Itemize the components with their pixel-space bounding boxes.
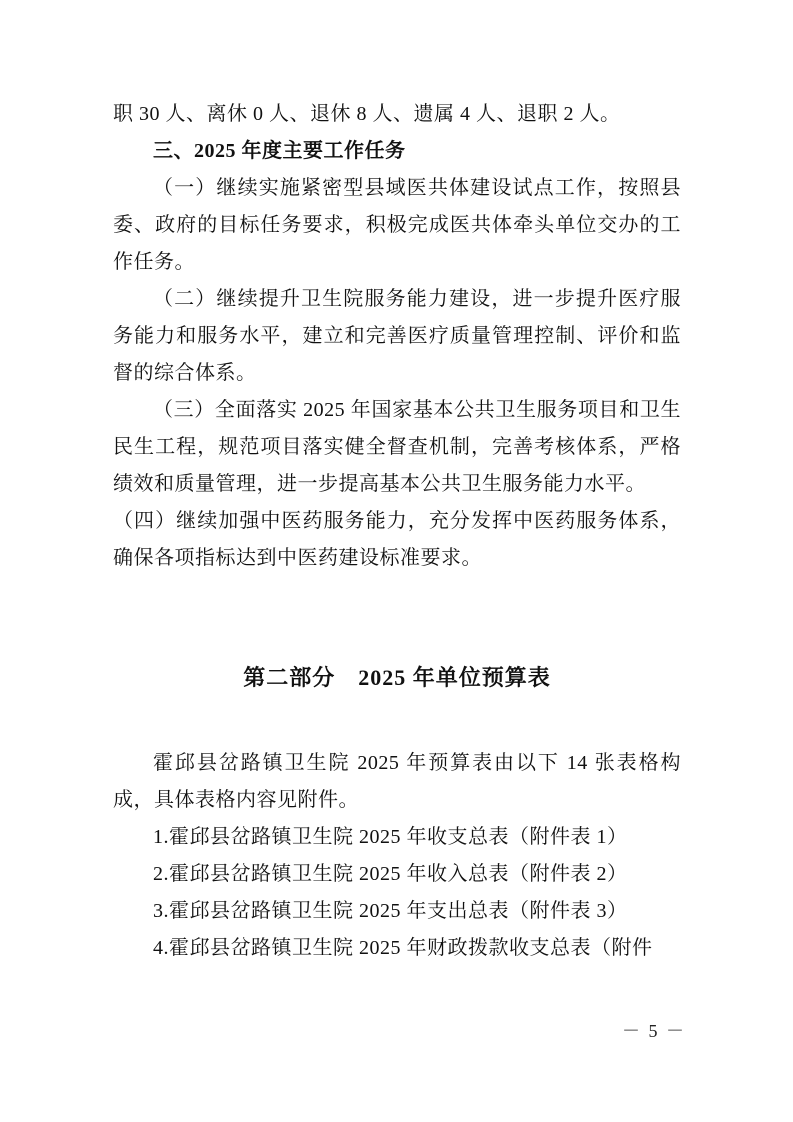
paragraph-continuation: 职 30 人、离休 0 人、退休 8 人、遗属 4 人、退职 2 人。 [113,103,621,125]
budget-tables-intro: 霍邱县岔路镇卫生院 2025 年预算表由以下 14 张表格构成，具体表格内容见附件。 [113,752,681,811]
table-list-item-3: 3.霍邱县岔路镇卫生院 2025 年支出总表（附件表 3） [153,900,628,922]
table-list-item-2: 2.霍邱县岔路镇卫生院 2025 年收入总表（附件表 2） [153,863,628,885]
table-list-item-4: 4.霍邱县岔路镇卫生院 2025 年财政拨款收支总表（附件 [153,937,653,959]
task-paragraph-1: （一）继续实施紧密型县域医共体建设试点工作，按照县委、政府的目标任务要求，积极完成医共体牵头单位交办的工作任务。 [113,177,681,273]
task-paragraph-2: （二）继续提升卫生院服务能力建设，进一步提升医疗服务能力和服务水平，建立和完善医疗质量管理控制、评价和监督的综合体系。 [113,288,681,384]
section-budget-tables [113,745,681,967]
heading-section-three: 三、2025 年度主要工作任务 [153,140,406,162]
page-number: － 5 － [622,1021,686,1041]
section-tasks [113,96,681,577]
table-list-item-1: 1.霍邱县岔路镇卫生院 2025 年收支总表（附件表 1） [153,826,628,848]
heading-part-two: 第二部分 2025 年单位预算表 [243,665,551,690]
task-paragraph-4: （四）继续加强中医药服务能力，充分发挥中医药服务体系，确保各项指标达到中医药建设标准要求。 [113,510,681,569]
task-paragraph-3: （三）全面落实 2025 年国家基本公共卫生服务项目和卫生民生工程，规范项目落实健全督查机制，完善考核体系，严格绩效和质量管理，进一步提高基本公共卫生服务能力水平。 [113,399,681,495]
